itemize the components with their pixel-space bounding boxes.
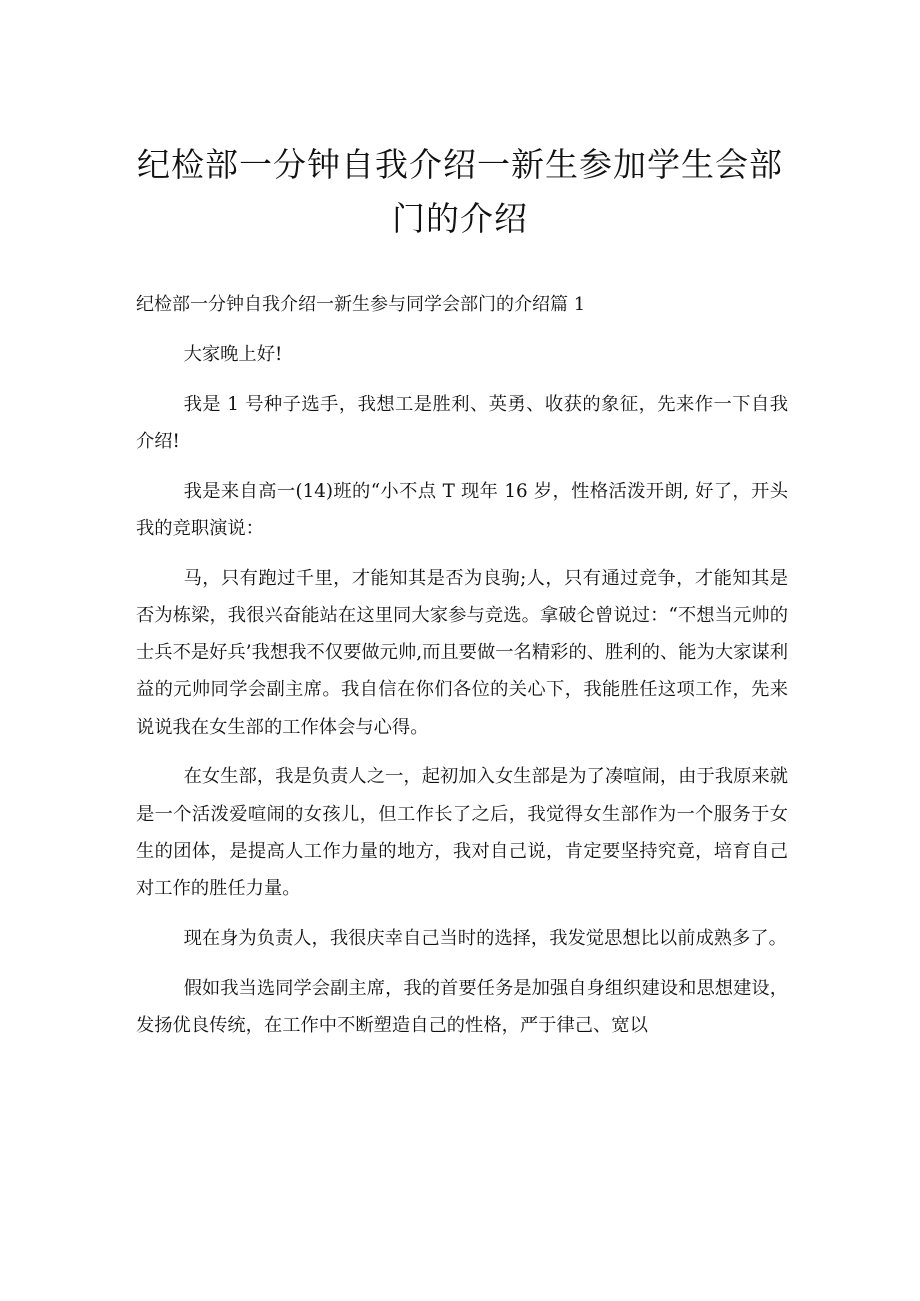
title-line-2: 门的介绍 bbox=[392, 199, 528, 238]
document-body bbox=[136, 336, 788, 1057]
paragraph-motivation: 马，只有跑过千里，才能知其是否为良驹;人，只有通过竞争，才能知其是否为栋梁，我很兴奋能站在这里同大家参与竞选。拿破仑曾说过：“不想当元帅的士兵不是好兵’我想我不仅要做元帅,而且要做一名精彩的、胜利的、能为大家谋利益的元帅同学会副主席。我自信在你们各位的关心下，我能胜任这项工作，先来说说我在女生部的工作体会与心得。 bbox=[136, 567, 788, 738]
paragraph-greeting: 大家晚上好! bbox=[183, 344, 283, 365]
paragraph-intro: 我是 1 号种子选手，我想工是胜利、英勇、收获的象征，先来作一下自我介绍! bbox=[136, 393, 788, 452]
document-title bbox=[100, 138, 820, 246]
title-line-1: 纪检部一分钟自我介绍一新生参加学生会部 bbox=[137, 145, 783, 184]
paragraph-reflection: 现在身为负责人，我很庆幸自己当时的选择，我发觉思想比以前成熟多了。 bbox=[183, 927, 787, 949]
paragraph-plan: 假如我当选同学会副主席，我的首要任务是加强自身组织建设和思想建设，发扬优良传统，在工作中不断塑造自己的性格，严于律己、宽以 bbox=[136, 977, 788, 1036]
paragraph-class: 我是来自高一(14)班的“小不点 T 现年 16 岁，性格活泼开朗, 好了，开头我的竞职演说： bbox=[136, 480, 788, 539]
paragraph-experience: 在女生部，我是负责人之一，起初加入女生部是为了凑喧闹，由于我原来就是一个活泼爱喧闹的女孩儿，但工作长了之后，我觉得女生部作为一个服务于女生的团体，是提高人工作力量的地方，我对自己说，肯定要坚持究竟，培育自己对工作的胜任力量。 bbox=[136, 766, 788, 900]
section-heading: 纪检部一分钟自我介绍一新生参与同学会部门的介绍篇 1 bbox=[136, 294, 586, 315]
